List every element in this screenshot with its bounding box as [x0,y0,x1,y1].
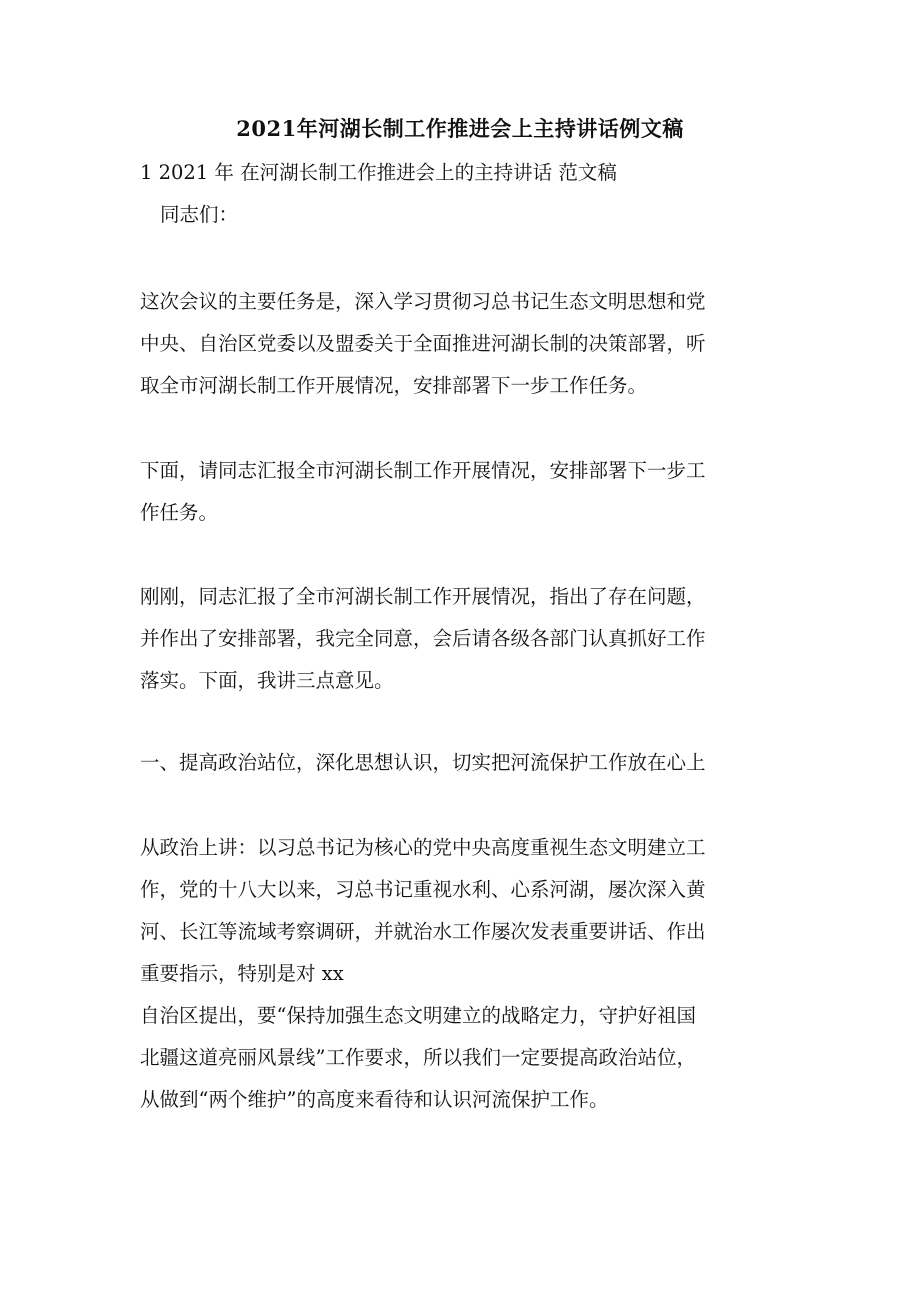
paragraph-line: 重要指示，特别是对 xx [140,962,344,985]
paragraph-line: 作任务。 [140,501,219,524]
section-heading-1: 一、提高政治站位，深化思想认识，切实把河流保护工作放在心上 [140,751,706,774]
document-title: 2021年河湖长制工作推进会上主持讲话例文稿 [236,116,684,141]
paragraph-line: 中央、自治区党委以及盟委关于全面推进河湖长制的决策部署，听 [140,332,706,355]
document-subtitle: 1 2021 年 在河湖长制工作推进会上的主持讲话 范文稿 [140,161,617,184]
paragraph-4 [140,827,780,1121]
paragraph-line: 并作出了安排部署，我完全同意，会后请各级各部门认真抓好工作 [140,627,706,650]
paragraph-line: 从政治上讲：以习总书记为核心的党中央高度重视生态文明建立工 [140,836,706,859]
paragraph-line: 北疆这道亮丽风景线”工作要求，所以我们一定要提高政治站位， [140,1046,696,1069]
paragraph-line: 落实。下面，我讲三点意见。 [140,669,394,692]
paragraph-line: 下面，请同志汇报全市河湖长制工作开展情况，安排部署下一步工 [140,459,706,482]
salutation: 同志们： [160,203,239,226]
paragraph-line: 取全市河湖长制工作开展情况，安排部署下一步工作任务。 [140,374,648,397]
paragraph-1 [140,281,780,407]
paragraph-line: 这次会议的主要任务是，深入学习贯彻习总书记生态文明思想和党 [140,290,706,313]
paragraph-line: 自治区提出，要“保持加强生态文明建立的战略定力，守护好祖国 [140,1004,696,1027]
paragraph-line: 刚刚，同志汇报了全市河湖长制工作开展情况，指出了存在问题， [140,585,706,608]
paragraph-line: 作，党的十八大以来，习总书记重视水利、心系河湖，屡次深入黄 [140,878,706,901]
paragraph-line: 河、长江等流域考察调研，并就治水工作屡次发表重要讲话、作出 [140,920,706,943]
paragraph-3 [140,576,780,702]
paragraph-line: 从做到“两个维护”的高度来看待和认识河流保护工作。 [140,1088,609,1111]
paragraph-2 [140,450,780,534]
